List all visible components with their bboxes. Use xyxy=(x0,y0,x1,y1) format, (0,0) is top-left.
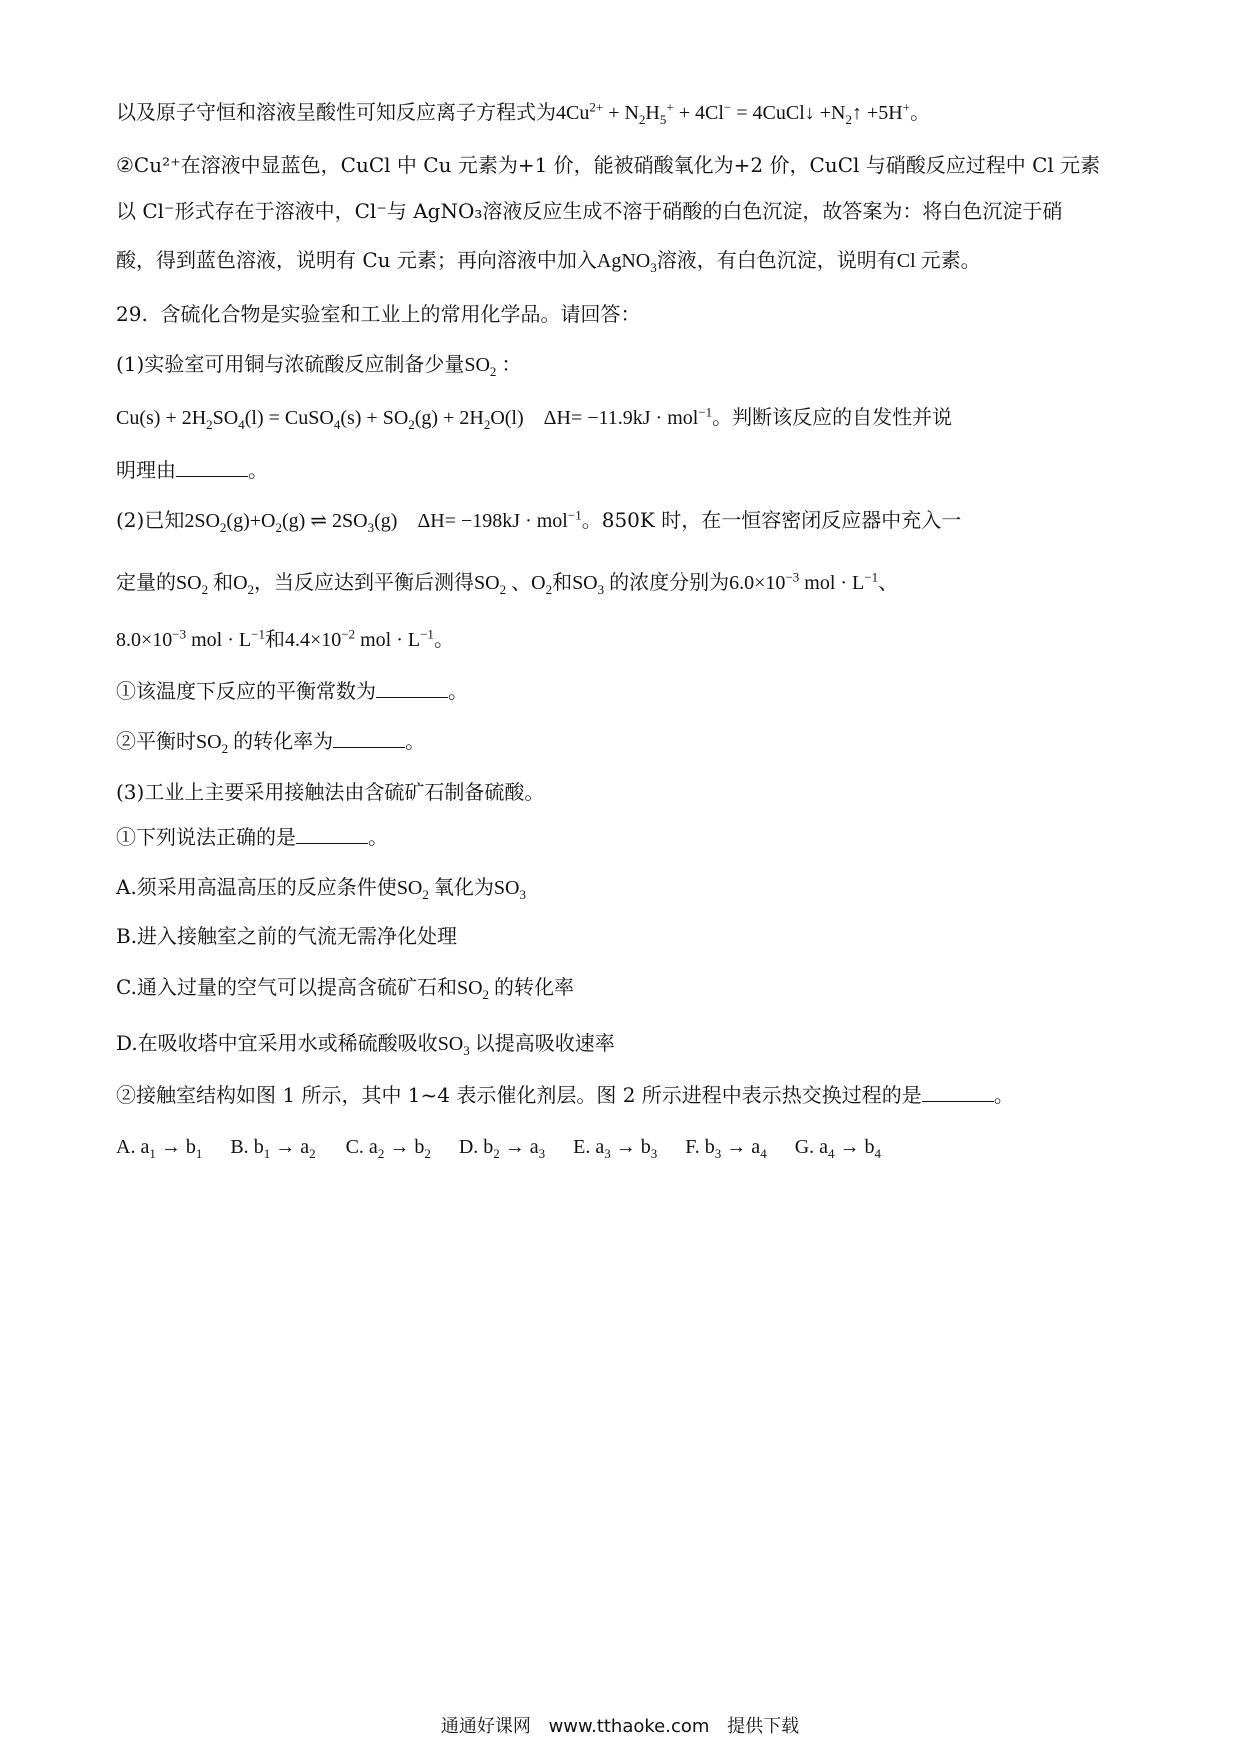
ionic-equation: $4Cu^{2+} + N_2H_5^+ + 4Cl^-$ = 4CuCl↓ $+N_2↑ +5H^+$ xyxy=(556,99,911,127)
period: 。 xyxy=(433,629,454,651)
text: 和 xyxy=(213,570,234,594)
option-b: B.进入接触室之前的气流无需净化处理 xyxy=(116,924,458,948)
text: 。判断该反应的自发性并说 xyxy=(712,407,953,429)
text: ②平衡时 xyxy=(116,729,196,753)
concentration: $6.0\times 10^{-3}$ mol · $L^{-1}$ xyxy=(729,569,879,594)
text: A.须采用高温高压的反应条件使 xyxy=(116,875,397,899)
option-d xyxy=(116,1028,1140,1059)
option-item: B. $b_1 \to a_2$ xyxy=(230,1136,316,1161)
options-row xyxy=(116,1132,1140,1162)
question-part-2 xyxy=(116,505,1140,536)
page-footer xyxy=(0,1712,1240,1738)
formula: $SO_2$ xyxy=(474,572,507,597)
period: 。 xyxy=(448,679,468,703)
text: ②接触室结构如图 1 所示，其中 1~4 表示催化剂层。图 2 所示进程中表示热交换过程的是 xyxy=(116,1083,922,1107)
answer-blank[interactable] xyxy=(176,456,248,477)
text: 含硫化合物是实验室和工业上的常用化学品。请回答： xyxy=(160,302,641,326)
reaction-equation: $Cu(s) + 2H_2SO_4(l)$ = CuSO$_4$(s) + $SO_2(g) + 2H_2O(l)$ ΔH= −11.9kJ · mol$^{-1}$。判断该反应的自发性并说 xyxy=(116,404,953,432)
footer-url[interactable]: www.tthaoke.com xyxy=(548,1716,710,1737)
sub-question xyxy=(116,676,1140,706)
paragraph-line: 以 Cl⁻形式存在于溶液中，Cl⁻与 AgNO₃溶液反应生成不溶于硝酸的白色沉淀，故答案为：将白色沉淀于硝 xyxy=(116,199,1063,223)
concentration: $8.0\times 10^{-3}$ mol · $L^{-1}$ xyxy=(116,626,265,651)
option-item: D. $b_2 \to a_3$ xyxy=(458,1136,546,1161)
formula: $O_2$ xyxy=(531,572,553,597)
text: 以提高吸收速率 xyxy=(474,1031,615,1055)
paragraph-line xyxy=(116,245,1140,276)
paragraph-line xyxy=(116,97,1140,128)
option-c xyxy=(116,972,1140,1003)
text: 酸，得到蓝色溶液，说明有 Cu 元素；再向溶液中加入 xyxy=(116,248,597,272)
formula: AgNO$_3$ xyxy=(596,250,657,275)
text: 的转化率 xyxy=(494,975,575,999)
text: 和 xyxy=(552,570,573,594)
formula: $SO_2$ xyxy=(196,731,229,756)
question-stem xyxy=(116,299,1140,329)
period: 。 xyxy=(405,729,426,753)
text: 明理由 xyxy=(116,458,176,482)
text: 溶液，有白色沉淀，说明有 xyxy=(656,248,897,272)
period: 。 xyxy=(910,100,931,124)
text: C.通入过量的空气可以提高含硫矿石和 xyxy=(116,975,457,999)
sub-question xyxy=(116,1080,1140,1110)
text: 和 xyxy=(264,629,285,651)
text: 氧化为 xyxy=(433,875,494,899)
formula: $SO_2$ xyxy=(464,354,497,379)
period: 。 xyxy=(368,825,388,849)
sub-question xyxy=(116,822,1140,852)
formula: $O_2$ xyxy=(233,572,255,597)
text: ①该温度下反应的平衡常数为 xyxy=(116,679,376,703)
option-item: G. $a_4 \to b_4$ xyxy=(794,1136,882,1161)
answer-blank[interactable] xyxy=(922,1081,994,1102)
footer-site-name: 通通好课网 xyxy=(440,1716,531,1737)
formula: $SO_2$ xyxy=(396,877,429,902)
paragraph-line xyxy=(116,625,1140,655)
formula: $2SO_2(g)+O_2(g)$ ⇌ $2SO_3(g)$ ΔH= −198kJ · mol$^{-1}$ xyxy=(184,507,582,535)
text: (1)实验室可用铜与浓硫酸反应制备少量 xyxy=(116,352,465,376)
question-part-3: (3)工业上主要采用接触法由含硫矿石制备硫酸。 xyxy=(116,780,545,804)
option-item: A. $a_1 \to b_1$ xyxy=(116,1136,203,1161)
text: 的转化率为 xyxy=(233,729,334,753)
paragraph-line: 定量的$SO_2$ 和$O_2$，当反应达到平衡后测得$SO_2$ 、$O_2$和$SO_3$ 的浓度分别为$6.0\times 10^{-3}$ mol · $L^{-1}$、 xyxy=(116,569,899,597)
text: 的浓度分别为 xyxy=(609,570,730,594)
text: 元素。 xyxy=(920,248,981,272)
option-item: F. $b_3 \to a_4$ xyxy=(685,1136,767,1161)
text: (2)已知 xyxy=(116,508,185,532)
text: ①下列说法正确的是 xyxy=(116,825,296,849)
formula: $SO_2$ xyxy=(176,572,209,597)
answer-blank[interactable] xyxy=(296,823,368,844)
answer-blank[interactable] xyxy=(333,727,405,748)
question-part-1: (1)实验室可用铜与浓硫酸反应制备少量$SO_2$ ： xyxy=(116,352,522,379)
formula: $SO_2$ xyxy=(456,977,490,1002)
text: 。850K 时，在一恒容密闭反应器中充入一 xyxy=(581,508,962,532)
option-a xyxy=(116,872,1140,903)
option-item: C. $a_2 \to b_2$ xyxy=(345,1136,431,1161)
formula: $SO_3$ xyxy=(572,572,605,597)
answer-blank[interactable] xyxy=(376,677,448,698)
paragraph-line: ②Cu²⁺在溶液中显蓝色，CuCl 中 Cu 元素为+1 价，能被硝酸氧化为+2 价，CuCl 与硝酸反应过程中 Cl 元素 xyxy=(116,153,1101,177)
footer-suffix: 提供下载 xyxy=(727,1716,800,1737)
period: 。 xyxy=(993,1083,1014,1107)
concentration: $4.4\times 10^{-2}$ mol · $L^{-1}$ xyxy=(284,626,434,651)
text: ，当反应达到平衡后测得 xyxy=(254,570,475,594)
option-item: E. $a_3 \to b_3$ xyxy=(573,1136,658,1161)
formula: $SO_3$ xyxy=(493,877,526,902)
formula: $SO_3$ xyxy=(437,1033,470,1058)
text: 、 xyxy=(511,570,532,594)
text: 定量的 xyxy=(116,570,176,594)
text: D.在吸收塔中宜采用水或稀硫酸吸收 xyxy=(116,1031,438,1055)
sub-question xyxy=(116,726,1140,757)
period: 。 xyxy=(248,458,268,482)
formula: Cl xyxy=(896,250,921,272)
text: 以及原子守恒和溶液呈酸性可知反应离子方程式为 xyxy=(116,100,556,124)
question-number: 29. xyxy=(116,302,148,326)
answer-line xyxy=(116,455,1140,485)
